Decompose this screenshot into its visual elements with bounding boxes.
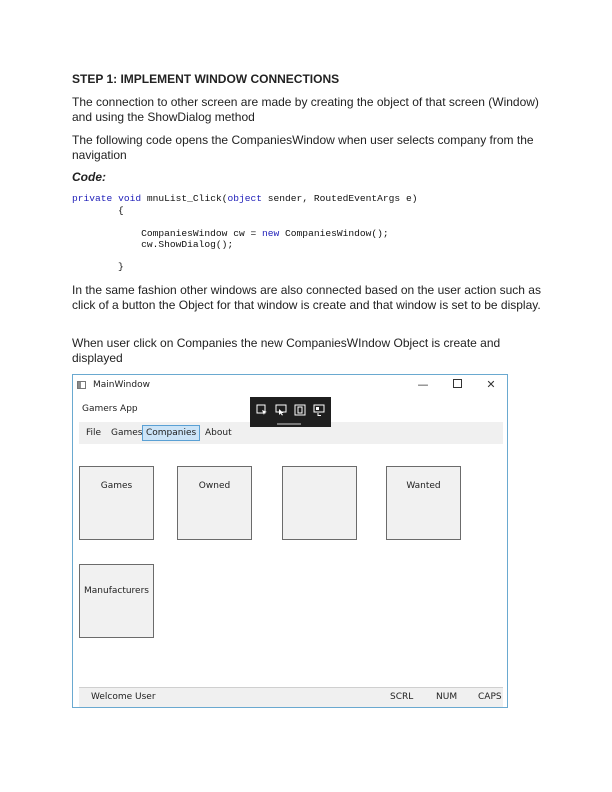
code-text: CompaniesWindow cw =: [72, 228, 262, 239]
window-title: MainWindow: [93, 380, 150, 390]
tile-label: Owned: [198, 481, 231, 491]
main-window-screenshot: [72, 374, 508, 708]
code-keyword: void: [118, 193, 142, 204]
tile-label: Wanted: [406, 481, 441, 491]
menu-item-companies[interactable]: Companies: [142, 425, 200, 441]
code-keyword: private: [72, 193, 113, 204]
tile-label: Manufacturers: [84, 586, 149, 596]
tile-wanted[interactable]: [386, 466, 461, 540]
code-text: mnuList_Click(: [141, 193, 228, 204]
menu-item-file[interactable]: File: [86, 428, 102, 438]
menu-item-about[interactable]: About: [205, 428, 232, 438]
maximize-icon: [453, 379, 462, 388]
paragraph-code-intro: The following code opens the CompaniesWindow when user selects company from the navigation: [72, 133, 534, 162]
minimize-button[interactable]: —: [417, 378, 429, 391]
code-keyword: new: [262, 228, 280, 239]
code-keyword: object: [227, 193, 263, 204]
menu-item-games[interactable]: Games: [111, 428, 143, 438]
paragraph-connection: The connection to other screen are made by creating the object of that screen (Window) and using the ShowDialog method: [72, 95, 539, 124]
status-bar: [79, 687, 503, 707]
tile-owned[interactable]: [177, 466, 252, 540]
tile-manufacturers[interactable]: [79, 564, 154, 638]
window-icon: [77, 381, 86, 389]
app-label: Gamers App: [82, 404, 138, 414]
code-line-5: cw.ShowDialog();: [72, 239, 234, 250]
track-focus-icon[interactable]: [313, 404, 325, 416]
frame-icon[interactable]: [294, 404, 306, 416]
pointer-icon[interactable]: [275, 404, 287, 416]
code-label: Code:: [72, 170, 106, 184]
paragraph-companies: When user click on Companies the new CompaniesWIndow Object is create and displayed: [72, 336, 501, 365]
maximize-button[interactable]: [448, 378, 466, 392]
tile-label: Games: [100, 481, 133, 491]
code-line-4: [72, 228, 389, 239]
status-scrl: SCRL: [390, 692, 414, 702]
select-element-icon[interactable]: [256, 404, 268, 416]
code-text: sender, RoutedEventArgs e): [262, 193, 418, 204]
status-num: NUM: [436, 692, 458, 702]
code-line-1: [72, 193, 417, 204]
status-welcome: Welcome User: [91, 692, 156, 702]
tile-games[interactable]: [79, 466, 154, 540]
status-caps: CAPS: [478, 692, 502, 702]
title-bar: [73, 375, 507, 397]
close-button[interactable]: ✕: [486, 378, 496, 391]
code-line-7: }: [72, 261, 124, 272]
code-line-2: {: [72, 205, 124, 216]
tile-blank[interactable]: [282, 466, 357, 540]
toolbar-grip[interactable]: [277, 423, 301, 425]
section-heading: STEP 1: IMPLEMENT WINDOW CONNECTIONS: [72, 72, 340, 86]
paragraph-other-windows: In the same fashion other windows are also connected based on the user action such as click of a button the Object for that window is create and that window is set to be display.: [72, 283, 541, 312]
debug-toolbar: [250, 397, 331, 427]
code-text: CompaniesWindow();: [279, 228, 389, 239]
